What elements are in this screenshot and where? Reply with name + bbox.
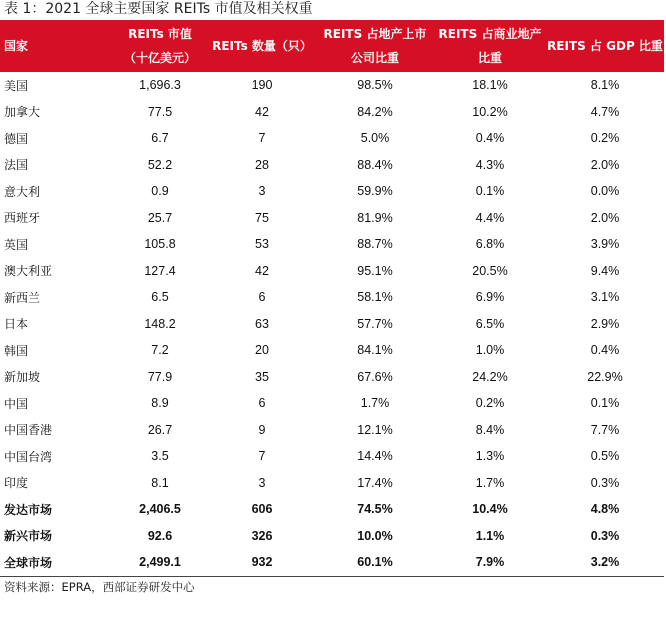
reits-table — [0, 20, 664, 577]
table-row — [0, 99, 664, 126]
value-cell: 28 — [255, 157, 269, 172]
value-cell: 6.7 — [151, 131, 169, 146]
table-row — [0, 470, 664, 497]
value-cell: 18.1% — [472, 78, 508, 93]
column-header-line: 比重 — [477, 51, 502, 65]
value-cell: 1.0% — [475, 343, 505, 358]
column-header-4 — [434, 20, 546, 72]
value-cell: 0.4% — [590, 343, 620, 358]
country-cell: 中国 — [4, 396, 29, 411]
table-title: 表 1：2021 全球主要国家 REITs 市值及相关权重 — [4, 1, 313, 17]
column-header-3 — [316, 20, 434, 72]
value-cell: 3.5 — [151, 449, 169, 464]
value-cell: 3 — [258, 475, 266, 490]
value-cell: 22.9% — [587, 369, 623, 384]
value-cell: 26.7 — [147, 422, 173, 437]
value-cell: 8.1% — [590, 78, 620, 93]
value-cell: 2.0% — [590, 210, 620, 225]
value-cell: 8.4% — [475, 422, 505, 437]
column-header-line: 国家 — [4, 39, 29, 53]
value-cell: 326 — [251, 528, 273, 543]
value-cell: 42 — [255, 104, 269, 119]
column-header-line: REITs 市值 — [128, 27, 192, 41]
value-cell: 57.7% — [357, 316, 393, 331]
value-cell: 2,499.1 — [112, 549, 208, 576]
value-cell: 148.2 — [144, 316, 176, 331]
value-cell: 88.4% — [357, 157, 393, 172]
value-cell: 14.4% — [357, 449, 393, 464]
value-cell: 0.1% — [475, 184, 505, 199]
value-cell: 84.2% — [357, 104, 393, 119]
value-cell: 0.4% — [475, 131, 505, 146]
value-cell: 81.9% — [357, 210, 393, 225]
value-cell: 6 — [258, 396, 266, 411]
value-cell: 10.0% — [357, 528, 393, 543]
value-cell: 7 — [258, 131, 266, 146]
value-cell: 5.0% — [360, 131, 390, 146]
value-cell: 1.1% — [475, 528, 505, 543]
table-header-row — [0, 20, 664, 72]
value-cell: 0.1% — [590, 396, 620, 411]
value-cell: 6.9% — [475, 290, 505, 305]
value-cell: 77.5 — [147, 104, 173, 119]
country-cell: 加拿大 — [4, 105, 41, 120]
value-cell: 8.9 — [151, 396, 169, 411]
table-row — [0, 284, 664, 311]
table-row — [0, 417, 664, 444]
column-header-line: （十亿美元） — [123, 51, 196, 65]
table-body — [0, 72, 664, 576]
value-cell: 7.7% — [590, 422, 620, 437]
table-row — [0, 523, 664, 550]
table-row — [0, 549, 664, 576]
value-cell: 92.6 — [147, 528, 173, 543]
value-cell: 1.7% — [360, 396, 390, 411]
country-cell: 韩国 — [4, 343, 29, 358]
value-cell: 35 — [255, 369, 269, 384]
value-cell: 84.1% — [357, 343, 393, 358]
value-cell: 606 — [251, 502, 273, 517]
country-cell: 澳大利亚 — [4, 264, 53, 279]
value-cell: 2.9% — [590, 316, 620, 331]
value-cell: 0.2% — [475, 396, 505, 411]
value-cell: 95.1% — [357, 263, 393, 278]
column-header-0 — [0, 20, 112, 72]
value-cell: 74.5% — [357, 502, 393, 517]
country-cell: 美国 — [4, 78, 29, 93]
value-cell: 3.2% — [546, 549, 664, 576]
value-cell: 59.9% — [357, 184, 393, 199]
value-cell: 4.4% — [475, 210, 505, 225]
table-row — [0, 178, 664, 205]
value-cell: 1.3% — [475, 449, 505, 464]
value-cell: 932 — [208, 549, 316, 576]
value-cell: 3 — [258, 184, 266, 199]
table-row — [0, 443, 664, 470]
value-cell: 190 — [251, 78, 273, 93]
value-cell: 12.1% — [357, 422, 393, 437]
value-cell: 1.7% — [475, 475, 505, 490]
value-cell: 7 — [258, 449, 266, 464]
value-cell: 6 — [258, 290, 266, 305]
value-cell: 6.5 — [151, 290, 169, 305]
country-cell: 意大利 — [4, 184, 41, 199]
value-cell: 3.1% — [590, 290, 620, 305]
table-row — [0, 390, 664, 417]
country-cell: 全球市场 — [0, 549, 112, 576]
value-cell: 4.8% — [590, 502, 620, 517]
value-cell: 0.5% — [590, 449, 620, 464]
value-cell: 67.6% — [357, 369, 393, 384]
value-cell: 98.5% — [357, 78, 393, 93]
country-cell: 德国 — [4, 131, 29, 146]
country-cell: 中国台湾 — [4, 449, 53, 464]
table-row — [0, 496, 664, 523]
value-cell: 17.4% — [357, 475, 393, 490]
value-cell: 2.0% — [590, 157, 620, 172]
country-cell: 西班牙 — [4, 211, 41, 226]
value-cell: 20 — [255, 343, 269, 358]
value-cell: 9.4% — [590, 263, 620, 278]
value-cell: 42 — [255, 263, 269, 278]
reits-table-container — [0, 20, 664, 577]
value-cell: 20.5% — [472, 263, 508, 278]
value-cell: 6.5% — [475, 316, 505, 331]
column-header-line: REITs 数量（只） — [212, 39, 312, 53]
value-cell: 9 — [258, 422, 266, 437]
table-row — [0, 311, 664, 338]
country-cell: 发达市场 — [4, 502, 53, 517]
value-cell: 127.4 — [144, 263, 176, 278]
table-row — [0, 231, 664, 258]
value-cell: 24.2% — [472, 369, 508, 384]
country-cell: 新兴市场 — [4, 529, 53, 544]
value-cell: 53 — [255, 237, 269, 252]
value-cell: 4.7% — [590, 104, 620, 119]
value-cell: 0.0% — [590, 184, 620, 199]
column-header-2 — [208, 20, 316, 72]
value-cell: 4.3% — [475, 157, 505, 172]
country-cell: 中国香港 — [4, 423, 53, 438]
value-cell: 52.2 — [147, 157, 173, 172]
country-cell: 日本 — [4, 317, 29, 332]
table-row — [0, 125, 664, 152]
value-cell: 6.8% — [475, 237, 505, 252]
value-cell: 8.1 — [151, 475, 169, 490]
value-cell: 2,406.5 — [139, 502, 181, 517]
value-cell: 0.3% — [590, 528, 620, 543]
table-row — [0, 205, 664, 232]
value-cell: 7.2 — [151, 343, 169, 358]
source-note: 资料来源：EPRA，西部证券研发中心 — [4, 580, 195, 594]
country-cell: 印度 — [4, 476, 29, 491]
table-row — [0, 364, 664, 391]
column-header-line: REITS 占地产上市 — [323, 27, 427, 41]
value-cell: 0.3% — [590, 475, 620, 490]
column-header-line: 公司比重 — [350, 51, 399, 65]
value-cell: 10.2% — [472, 104, 508, 119]
column-header-5 — [546, 20, 664, 72]
value-cell: 0.2% — [590, 131, 620, 146]
value-cell: 0.9 — [151, 184, 169, 199]
column-header-line: REITS 占商业地产 — [438, 27, 542, 41]
value-cell: 75 — [255, 210, 269, 225]
value-cell: 25.7 — [147, 210, 173, 225]
column-header-1 — [112, 20, 208, 72]
value-cell: 58.1% — [357, 290, 393, 305]
table-row — [0, 337, 664, 364]
value-cell: 88.7% — [357, 237, 393, 252]
value-cell: 105.8 — [144, 237, 176, 252]
country-cell: 新加坡 — [4, 370, 41, 385]
country-cell: 英国 — [4, 237, 29, 252]
value-cell: 63 — [255, 316, 269, 331]
column-header-line: REITS 占 GDP 比重 — [547, 39, 663, 53]
value-cell: 7.9% — [434, 549, 546, 576]
table-row — [0, 72, 664, 99]
country-cell: 法国 — [4, 158, 29, 173]
value-cell: 60.1% — [316, 549, 434, 576]
value-cell: 10.4% — [472, 502, 508, 517]
table-row — [0, 152, 664, 179]
table-row — [0, 258, 664, 285]
value-cell: 77.9 — [147, 369, 173, 384]
value-cell: 1,696.3 — [139, 78, 181, 93]
value-cell: 3.9% — [590, 237, 620, 252]
country-cell: 新西兰 — [4, 290, 41, 305]
